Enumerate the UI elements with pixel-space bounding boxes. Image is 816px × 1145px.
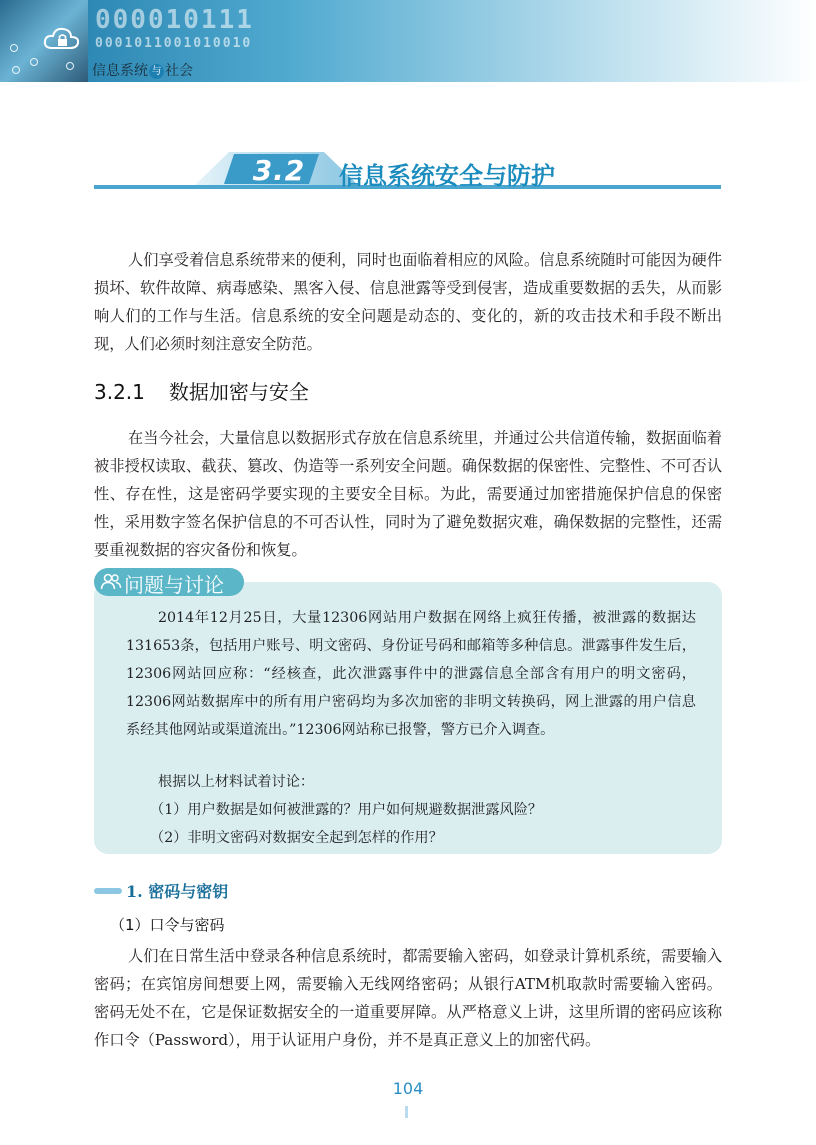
binary-decoration: 000010111 0001011001010010 <box>95 5 254 51</box>
heading-password-passphrase: （1）口令与密码 <box>110 916 225 934</box>
subsection-paragraph: 在当今社会，大量信息以数据形式存放在信息系统里，并通过公共信道传输，数据面临着被非授权读取、截获、篡改、伪造等一系列安全问题。确保数据的保密性、完整性、不可否认性、存在性，这是密码学要实现的主要安全目标。为此，需要通过加密措施保护信息的保密性，采用数字签名保护信息的不可否认性，同时为了避免数据灾难，确保数据的完整性，还需要重视数据的容灾备份和恢复。 <box>94 429 722 559</box>
discussion-question: （2）非明文密码对数据安全起到怎样的作用？ <box>150 830 443 846</box>
people-icon <box>100 573 122 591</box>
discussion-tab-label: 问题与讨论 <box>124 573 224 597</box>
password-paragraph: 人们在日常生活中登录各种信息系统时，都需要输入密码，如登录计算机系统，需要输入密码；在宾馆房间想要上网，需要输入无线网络密码；从银行ATM机取款时需要输入密码。密码无处不在，它是保证数据安全的一道重要屏障。从严格意义上讲，这里所谓的密码应该称作口令（Password），用于认证用户身份，并不是真正意义上的加密代码。 <box>94 947 722 1049</box>
heading-bar-decoration <box>94 888 122 894</box>
cloud-lock-icon <box>42 24 82 54</box>
discussion-question: （1）用户数据是如何被泄露的？用户如何规避数据泄露风险？ <box>150 802 543 818</box>
page-number-tick <box>405 1106 408 1118</box>
subsection-heading <box>94 376 309 405</box>
intro-paragraph: 人们享受着信息系统带来的便利，同时也面临着相应的风险。信息系统随时可能因为硬件损坏、软件故障、病毒感染、黑客入侵、信息泄露等受到侵害，造成重要数据的丢失，从而影响人们的工作与生活。信息系统的安全问题是动态的、变化的，新的攻击技术和手段不断出现，人们必须时刻注意安全防范。 <box>94 251 722 353</box>
section-title: 信息系统安全与防护 <box>339 162 555 190</box>
section-heading <box>94 150 721 192</box>
header-title-circle: 与 <box>149 64 164 79</box>
page-number: 104 <box>392 1079 424 1098</box>
header-title: 信息系统 与 社会 <box>92 63 193 79</box>
section-number: 3.2 <box>252 154 306 187</box>
discussion-prompt: 根据以上材料试着讨论： <box>158 774 315 790</box>
circuit-node-icon <box>10 44 18 52</box>
circuit-node-icon <box>12 66 20 74</box>
discussion-body: 2014年12月25日，大量12306网站用户数据在网络上疯狂传播，被泄露的数据达131653条，包括用户账号、明文密码、身份证号码和邮箱等多种信息。泄露事件发生后，12306网站回应称：“经核查，此次泄露事件中的泄露信息全部含有用户的明文密码，12306网站数据库中的所有用户密码均为多次加密的非明文转换码，网上泄露的用户信息系经其他网站或渠道流出。”12306网站称已报警，警方已介入调查。 <box>126 610 696 738</box>
subsection-title: 数据加密与安全 <box>168 380 309 404</box>
circuit-node-icon <box>30 58 38 66</box>
discussion-tab <box>94 568 244 596</box>
circuit-node-icon <box>66 62 74 70</box>
subsection-number: 3.2.1 <box>94 380 145 404</box>
heading-password-key: 1. 密码与密钥 <box>94 879 228 902</box>
